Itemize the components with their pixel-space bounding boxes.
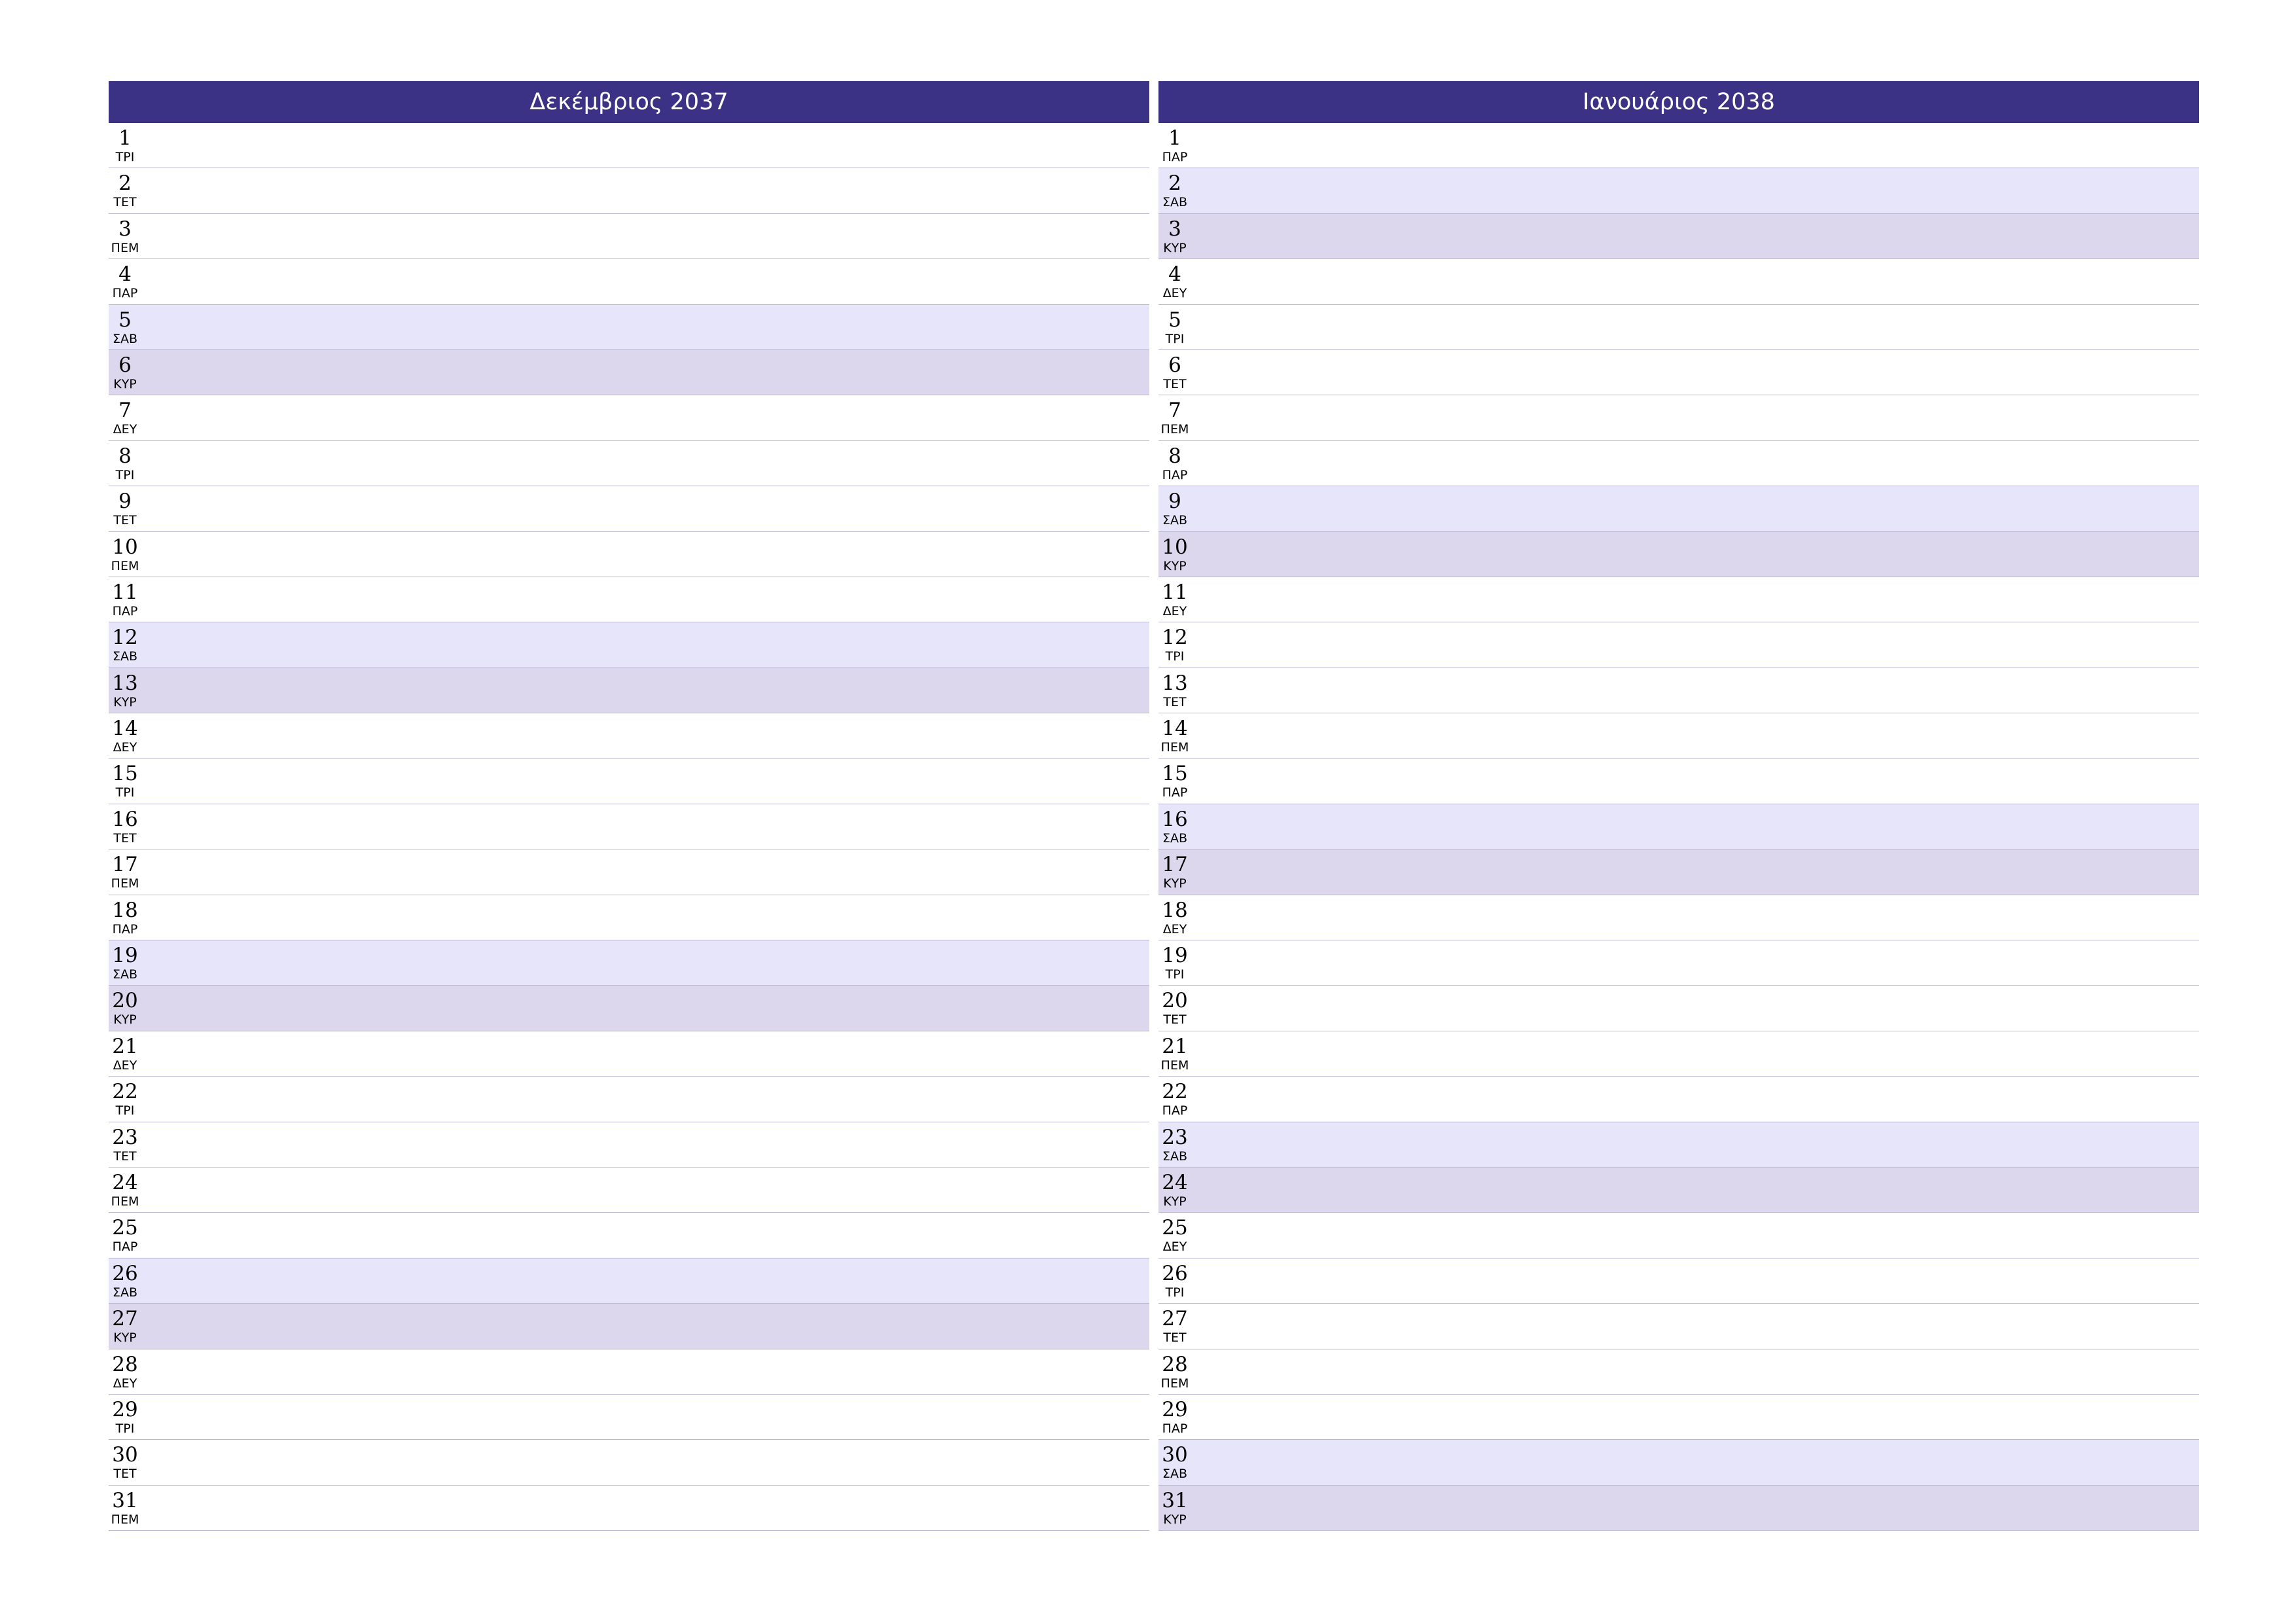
day-row[interactable] bbox=[109, 1304, 1149, 1349]
day-number: 11 bbox=[1162, 580, 1188, 604]
weekday-label: ΔΕΥ bbox=[1162, 603, 1187, 618]
weekday-label: ΠΑΡ bbox=[1162, 785, 1188, 800]
weekday-label: ΠΑΡ bbox=[1162, 1421, 1188, 1436]
day-number: 27 bbox=[112, 1307, 138, 1331]
month-header: Ιανουάριος 2038 bbox=[1158, 81, 2199, 123]
day-number: 18 bbox=[112, 898, 138, 922]
weekday-label: ΤΡΙ bbox=[115, 1103, 135, 1118]
weekday-label: ΤΕΤ bbox=[113, 195, 137, 210]
day-number: 21 bbox=[1162, 1034, 1188, 1058]
day-row[interactable] bbox=[1158, 1213, 2199, 1258]
day-row[interactable] bbox=[109, 577, 1149, 622]
weekday-label: ΚΥΡ bbox=[113, 376, 137, 391]
weekday-label: ΚΥΡ bbox=[113, 1330, 137, 1346]
day-number: 11 bbox=[112, 580, 138, 604]
day-number: 29 bbox=[112, 1397, 138, 1421]
weekday-label: ΚΥΡ bbox=[113, 694, 137, 709]
day-row[interactable] bbox=[1158, 849, 2199, 895]
weekday-label: ΠΕΜ bbox=[1160, 740, 1189, 755]
day-number: 14 bbox=[1162, 717, 1188, 741]
day-number: 20 bbox=[1162, 989, 1188, 1013]
day-row[interactable] bbox=[1158, 940, 2199, 986]
day-row[interactable] bbox=[1158, 1077, 2199, 1122]
day-number: 8 bbox=[1168, 444, 1181, 468]
weekday-label: ΠΑΡ bbox=[112, 1240, 138, 1255]
day-number: 10 bbox=[112, 535, 138, 559]
day-row[interactable] bbox=[1158, 1486, 2199, 1531]
day-number: 14 bbox=[112, 717, 138, 741]
weekday-label: ΣΑΒ bbox=[112, 649, 138, 664]
day-row[interactable] bbox=[1158, 1440, 2199, 1485]
day-row[interactable] bbox=[1158, 1122, 2199, 1168]
day-row[interactable] bbox=[109, 168, 1149, 213]
weekday-label: ΔΕΥ bbox=[1162, 286, 1187, 301]
day-list bbox=[1158, 123, 2199, 1531]
day-number: 13 bbox=[1162, 671, 1188, 695]
weekday-label: ΠΑΡ bbox=[1162, 1103, 1188, 1118]
day-number: 8 bbox=[118, 444, 132, 468]
day-row[interactable] bbox=[1158, 895, 2199, 940]
day-number: 6 bbox=[1168, 353, 1181, 377]
day-row[interactable] bbox=[1158, 259, 2199, 304]
weekday-label: ΣΑΒ bbox=[1162, 1467, 1188, 1482]
weekday-label: ΣΑΒ bbox=[112, 1285, 138, 1300]
weekday-label: ΣΑΒ bbox=[1162, 195, 1188, 210]
weekday-label: ΤΡΙ bbox=[1165, 1285, 1185, 1300]
day-number: 12 bbox=[112, 626, 138, 650]
weekday-label: ΔΕΥ bbox=[113, 1058, 137, 1073]
day-number: 31 bbox=[1162, 1488, 1188, 1512]
weekday-label: ΚΥΡ bbox=[1163, 1194, 1187, 1209]
day-row[interactable] bbox=[1158, 1395, 2199, 1440]
weekday-label: ΠΑΡ bbox=[112, 603, 138, 618]
day-row[interactable] bbox=[1158, 395, 2199, 440]
day-number: 24 bbox=[112, 1170, 138, 1194]
day-number: 19 bbox=[112, 944, 138, 968]
day-number: 1 bbox=[118, 126, 132, 150]
day-row[interactable] bbox=[109, 1440, 1149, 1485]
weekday-label: ΣΑΒ bbox=[1162, 1149, 1188, 1164]
weekday-label: ΤΡΙ bbox=[115, 150, 135, 164]
day-number: 3 bbox=[118, 217, 132, 241]
day-row[interactable] bbox=[109, 758, 1149, 804]
day-number: 27 bbox=[1162, 1307, 1188, 1331]
weekday-label: ΚΥΡ bbox=[113, 1012, 137, 1027]
day-row[interactable] bbox=[109, 350, 1149, 395]
day-row[interactable] bbox=[1158, 1168, 2199, 1213]
weekday-label: ΠΕΜ bbox=[111, 1512, 139, 1527]
day-row[interactable] bbox=[109, 532, 1149, 577]
day-number: 30 bbox=[1162, 1443, 1188, 1467]
weekday-label: ΠΕΜ bbox=[1160, 1376, 1189, 1391]
weekday-label: ΤΕΤ bbox=[1163, 694, 1187, 709]
day-number: 21 bbox=[112, 1034, 138, 1058]
weekday-label: ΠΕΜ bbox=[1160, 1058, 1189, 1073]
day-number: 24 bbox=[1162, 1170, 1188, 1194]
day-number: 15 bbox=[112, 762, 138, 786]
day-row[interactable] bbox=[1158, 214, 2199, 259]
day-number: 23 bbox=[112, 1125, 138, 1149]
day-row[interactable] bbox=[109, 622, 1149, 668]
day-row[interactable] bbox=[1158, 1349, 2199, 1395]
weekday-label: ΣΑΒ bbox=[112, 331, 138, 346]
weekday-label: ΔΕΥ bbox=[113, 422, 137, 437]
day-number: 29 bbox=[1162, 1397, 1188, 1421]
day-row[interactable] bbox=[1158, 123, 2199, 168]
day-row[interactable] bbox=[109, 395, 1149, 440]
day-number: 7 bbox=[1168, 399, 1181, 423]
day-number: 28 bbox=[1162, 1352, 1188, 1376]
day-row[interactable] bbox=[1158, 804, 2199, 849]
day-row[interactable] bbox=[109, 713, 1149, 758]
day-row[interactable] bbox=[1158, 758, 2199, 804]
day-number: 6 bbox=[118, 353, 132, 377]
weekday-label: ΠΕΜ bbox=[111, 240, 139, 255]
weekday-label: ΣΑΒ bbox=[1162, 830, 1188, 846]
day-row[interactable] bbox=[1158, 1304, 2199, 1349]
day-row[interactable] bbox=[109, 259, 1149, 304]
day-number: 4 bbox=[118, 262, 132, 287]
weekday-label: ΤΕΤ bbox=[1163, 376, 1187, 391]
day-row[interactable] bbox=[109, 1486, 1149, 1531]
day-number: 18 bbox=[1162, 898, 1188, 922]
day-row[interactable] bbox=[1158, 350, 2199, 395]
day-number: 20 bbox=[112, 989, 138, 1013]
day-list bbox=[109, 123, 1149, 1531]
day-row[interactable] bbox=[1158, 532, 2199, 577]
day-row[interactable] bbox=[109, 1349, 1149, 1395]
day-number: 12 bbox=[1162, 626, 1188, 650]
weekday-label: ΚΥΡ bbox=[1163, 876, 1187, 891]
month-january-2038 bbox=[1158, 81, 2199, 1531]
weekday-label: ΤΡΙ bbox=[115, 785, 135, 800]
weekday-label: ΔΕΥ bbox=[113, 740, 137, 755]
weekday-label: ΔΕΥ bbox=[1162, 921, 1187, 936]
day-number: 4 bbox=[1168, 262, 1181, 287]
day-row[interactable] bbox=[1158, 713, 2199, 758]
day-row[interactable] bbox=[109, 305, 1149, 350]
day-number: 16 bbox=[112, 807, 138, 831]
month-header: Δεκέμβριος 2037 bbox=[109, 81, 1149, 123]
weekday-label: ΠΕΜ bbox=[111, 558, 139, 573]
day-row[interactable] bbox=[1158, 1258, 2199, 1304]
day-number: 17 bbox=[112, 853, 138, 877]
day-row[interactable] bbox=[109, 986, 1149, 1031]
day-number: 3 bbox=[1168, 217, 1181, 241]
day-row[interactable] bbox=[109, 804, 1149, 849]
day-row[interactable] bbox=[109, 849, 1149, 895]
weekday-label: ΠΑΡ bbox=[1162, 150, 1188, 164]
day-number: 9 bbox=[118, 490, 132, 514]
weekday-label: ΤΡΙ bbox=[115, 1421, 135, 1436]
day-number: 25 bbox=[1162, 1216, 1188, 1240]
weekday-label: ΤΕΤ bbox=[113, 830, 137, 846]
day-row[interactable] bbox=[109, 1258, 1149, 1304]
day-number: 25 bbox=[112, 1216, 138, 1240]
day-row[interactable] bbox=[109, 1395, 1149, 1440]
day-row[interactable] bbox=[1158, 486, 2199, 531]
weekday-label: ΠΕΜ bbox=[1160, 422, 1189, 437]
day-number: 7 bbox=[118, 399, 132, 423]
day-row[interactable] bbox=[109, 1168, 1149, 1213]
weekday-label: ΤΕΤ bbox=[1163, 1012, 1187, 1027]
weekday-label: ΤΡΙ bbox=[115, 467, 135, 482]
day-number: 22 bbox=[1162, 1080, 1188, 1104]
day-number: 19 bbox=[1162, 944, 1188, 968]
weekday-label: ΣΑΒ bbox=[1162, 513, 1188, 528]
weekday-label: ΤΡΙ bbox=[1165, 967, 1185, 982]
day-number: 2 bbox=[1168, 171, 1181, 196]
day-row[interactable] bbox=[109, 1031, 1149, 1077]
day-number: 22 bbox=[112, 1080, 138, 1104]
day-row[interactable] bbox=[1158, 577, 2199, 622]
weekday-label: ΚΥΡ bbox=[1163, 1512, 1187, 1527]
weekday-label: ΠΑΡ bbox=[112, 286, 138, 301]
day-row[interactable] bbox=[109, 441, 1149, 486]
day-number: 9 bbox=[1168, 490, 1181, 514]
day-number: 16 bbox=[1162, 807, 1188, 831]
weekday-label: ΠΑΡ bbox=[1162, 467, 1188, 482]
day-row[interactable] bbox=[109, 895, 1149, 940]
day-number: 26 bbox=[112, 1261, 138, 1285]
day-number: 10 bbox=[1162, 535, 1188, 559]
day-row[interactable] bbox=[109, 940, 1149, 986]
weekday-label: ΔΕΥ bbox=[1162, 1240, 1187, 1255]
weekday-label: ΤΕΤ bbox=[113, 1149, 137, 1164]
weekday-label: ΤΡΙ bbox=[1165, 331, 1185, 346]
weekday-label: ΔΕΥ bbox=[113, 1376, 137, 1391]
month-december-2037 bbox=[109, 81, 1149, 1531]
weekday-label: ΤΕΤ bbox=[113, 513, 137, 528]
day-row[interactable] bbox=[1158, 622, 2199, 668]
day-number: 23 bbox=[1162, 1125, 1188, 1149]
day-number: 30 bbox=[112, 1443, 138, 1467]
day-row[interactable] bbox=[1158, 668, 2199, 713]
day-row[interactable] bbox=[109, 1122, 1149, 1168]
day-number: 2 bbox=[118, 171, 132, 196]
day-number: 31 bbox=[112, 1488, 138, 1512]
weekday-label: ΠΕΜ bbox=[111, 876, 139, 891]
day-row[interactable] bbox=[1158, 168, 2199, 213]
day-row[interactable] bbox=[109, 214, 1149, 259]
day-number: 26 bbox=[1162, 1261, 1188, 1285]
day-number: 28 bbox=[112, 1352, 138, 1376]
day-row[interactable] bbox=[109, 668, 1149, 713]
day-row[interactable] bbox=[1158, 305, 2199, 350]
weekday-label: ΠΕΜ bbox=[111, 1194, 139, 1209]
day-row[interactable] bbox=[1158, 1031, 2199, 1077]
weekday-label: ΚΥΡ bbox=[1163, 240, 1187, 255]
day-number: 17 bbox=[1162, 853, 1188, 877]
weekday-label: ΤΡΙ bbox=[1165, 649, 1185, 664]
weekday-label: ΣΑΒ bbox=[112, 967, 138, 982]
day-row[interactable] bbox=[109, 486, 1149, 531]
day-row[interactable] bbox=[1158, 441, 2199, 486]
day-number: 1 bbox=[1168, 126, 1181, 150]
day-number: 15 bbox=[1162, 762, 1188, 786]
day-row[interactable] bbox=[109, 1077, 1149, 1122]
day-number: 13 bbox=[112, 671, 138, 695]
weekday-label: ΚΥΡ bbox=[1163, 558, 1187, 573]
weekday-label: ΤΕΤ bbox=[1163, 1330, 1187, 1346]
day-row[interactable] bbox=[109, 123, 1149, 168]
day-row[interactable] bbox=[1158, 986, 2199, 1031]
day-number: 5 bbox=[118, 308, 132, 332]
weekday-label: ΤΕΤ bbox=[113, 1467, 137, 1482]
day-number: 5 bbox=[1168, 308, 1181, 332]
day-row[interactable] bbox=[109, 1213, 1149, 1258]
weekday-label: ΠΑΡ bbox=[112, 921, 138, 936]
